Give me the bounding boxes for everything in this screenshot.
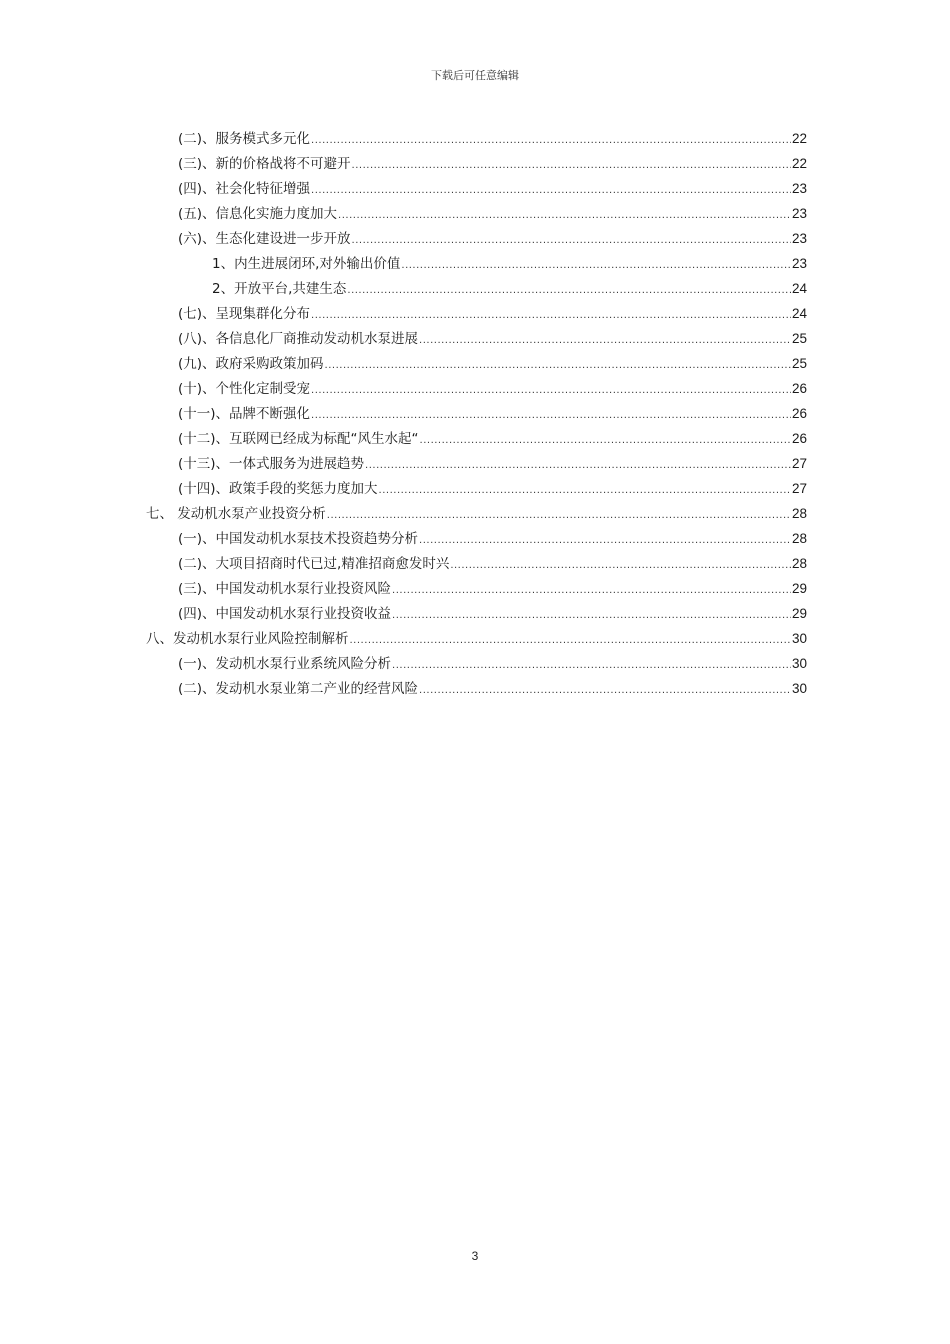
toc-entry-page: 28 [791, 556, 807, 571]
toc-entry-page: 24 [791, 306, 807, 321]
toc-entry[interactable] [146, 201, 807, 226]
toc-dot-leader [379, 478, 791, 503]
toc-entry-title: 七、 发动机水泵产业投资分析 [146, 506, 326, 522]
toc-entry[interactable] [146, 651, 807, 676]
toc-entry-page: 24 [791, 281, 807, 296]
toc-entry[interactable] [146, 401, 807, 426]
toc-entry-page: 23 [791, 256, 807, 271]
toc-entry-title: (二)、发动机水泵业第二产业的经营风险 [178, 681, 419, 697]
toc-entry-page: 27 [791, 481, 807, 496]
toc-dot-leader [338, 203, 791, 228]
toc-entry-title: (九)、政府采购政策加码 [178, 356, 324, 372]
toc-entry-page: 22 [791, 131, 807, 146]
toc-entry[interactable] [146, 626, 807, 651]
toc-entry[interactable] [146, 501, 807, 526]
toc-dot-leader [311, 128, 791, 153]
toc-dot-leader [311, 403, 791, 428]
toc-entry-title: (三)、中国发动机水泵行业投资风险 [178, 581, 392, 597]
toc-entry[interactable] [146, 426, 807, 451]
toc-entry-page: 26 [791, 381, 807, 396]
toc-entry-page: 29 [791, 606, 807, 621]
toc-entry-title: 八、发动机水泵行业风险控制解析 [146, 631, 349, 647]
toc-entry-page: 25 [791, 356, 807, 371]
toc-entry-page: 25 [791, 331, 807, 346]
toc-entry-page: 26 [791, 406, 807, 421]
toc-entry-page: 28 [791, 531, 807, 546]
toc-entry-title: (二)、大项目招商时代已过,精准招商愈发时兴 [178, 556, 450, 572]
toc-entry[interactable] [146, 276, 807, 301]
toc-entry-title: (十)、个性化定制受宠 [178, 381, 311, 397]
toc-entry[interactable] [146, 151, 807, 176]
toc-entry[interactable] [146, 126, 807, 151]
toc-entry-title: 1、内生进展闭环,对外输出价值 [212, 256, 401, 272]
toc-entry[interactable] [146, 251, 807, 276]
toc-entry[interactable] [146, 351, 807, 376]
toc-entry[interactable] [146, 526, 807, 551]
toc-dot-leader [352, 228, 791, 253]
toc-entry-title: 2、开放平台,共建生态 [212, 281, 347, 297]
toc-entry-title: (六)、生态化建设进一步开放 [178, 231, 351, 247]
toc-entry-page: 23 [791, 231, 807, 246]
toc-entry-page: 23 [791, 181, 807, 196]
toc-entry[interactable] [146, 301, 807, 326]
toc-entry-title: (五)、信息化实施力度加大 [178, 206, 338, 222]
toc-entry[interactable] [146, 476, 807, 501]
toc-dot-leader [392, 653, 791, 678]
toc-entry-title: (一)、发动机水泵行业系统风险分析 [178, 656, 392, 672]
toc-dot-leader [311, 378, 791, 403]
toc-dot-leader [327, 503, 791, 528]
toc-entry-title: (一)、中国发动机水泵技术投资趋势分析 [178, 531, 419, 547]
toc-entry[interactable] [146, 451, 807, 476]
toc-entry[interactable] [146, 176, 807, 201]
toc-entry-page: 29 [791, 581, 807, 596]
toc-entry-title: (十一)、品牌不断强化 [178, 406, 311, 422]
toc-dot-leader [392, 578, 791, 603]
toc-entry-page: 28 [791, 506, 807, 521]
toc-dot-leader [392, 603, 791, 628]
toc-entry[interactable] [146, 326, 807, 351]
toc-dot-leader [311, 303, 791, 328]
toc-dot-leader [450, 553, 791, 578]
toc-entry-title: (三)、新的价格战将不可避开 [178, 156, 351, 172]
toc-entry-page: 26 [791, 431, 807, 446]
toc-dot-leader [352, 153, 791, 178]
toc-dot-leader [419, 528, 791, 553]
toc-entry-page: 30 [791, 681, 807, 696]
toc-dot-leader [419, 678, 791, 703]
table-of-contents [146, 126, 807, 701]
toc-entry-title: (八)、各信息化厂商推动发动机水泵进展 [178, 331, 419, 347]
toc-entry-title: (四)、中国发动机水泵行业投资收益 [178, 606, 392, 622]
toc-entry-page: 22 [791, 156, 807, 171]
toc-entry-page: 30 [791, 631, 807, 646]
toc-dot-leader [347, 278, 791, 303]
toc-entry[interactable] [146, 376, 807, 401]
toc-entry-title: (二)、服务模式多元化 [178, 131, 311, 147]
toc-entry[interactable] [146, 551, 807, 576]
toc-entry-title: (十二)、互联网已经成为标配“风生水起“ [178, 431, 419, 447]
toc-entry[interactable] [146, 601, 807, 626]
toc-dot-leader [325, 353, 791, 378]
toc-entry-title: (十三)、一体式服务为进展趋势 [178, 456, 365, 472]
toc-entry-page: 27 [791, 456, 807, 471]
toc-dot-leader [365, 453, 791, 478]
toc-dot-leader [419, 328, 791, 353]
toc-entry[interactable] [146, 676, 807, 701]
page-header: 下载后可任意编辑 [431, 69, 519, 82]
toc-dot-leader [311, 178, 791, 203]
toc-dot-leader [420, 428, 791, 453]
toc-dot-leader [401, 253, 791, 278]
toc-entry[interactable] [146, 226, 807, 251]
toc-entry-page: 23 [791, 206, 807, 221]
page-number: 3 [471, 1249, 479, 1263]
toc-entry-title: (四)、社会化特征增强 [178, 181, 311, 197]
toc-entry-page: 30 [791, 656, 807, 671]
toc-entry-title: (十四)、政策手段的奖惩力度加大 [178, 481, 378, 497]
toc-entry[interactable] [146, 576, 807, 601]
toc-entry-title: (七)、呈现集群化分布 [178, 306, 311, 322]
toc-dot-leader [350, 628, 791, 653]
